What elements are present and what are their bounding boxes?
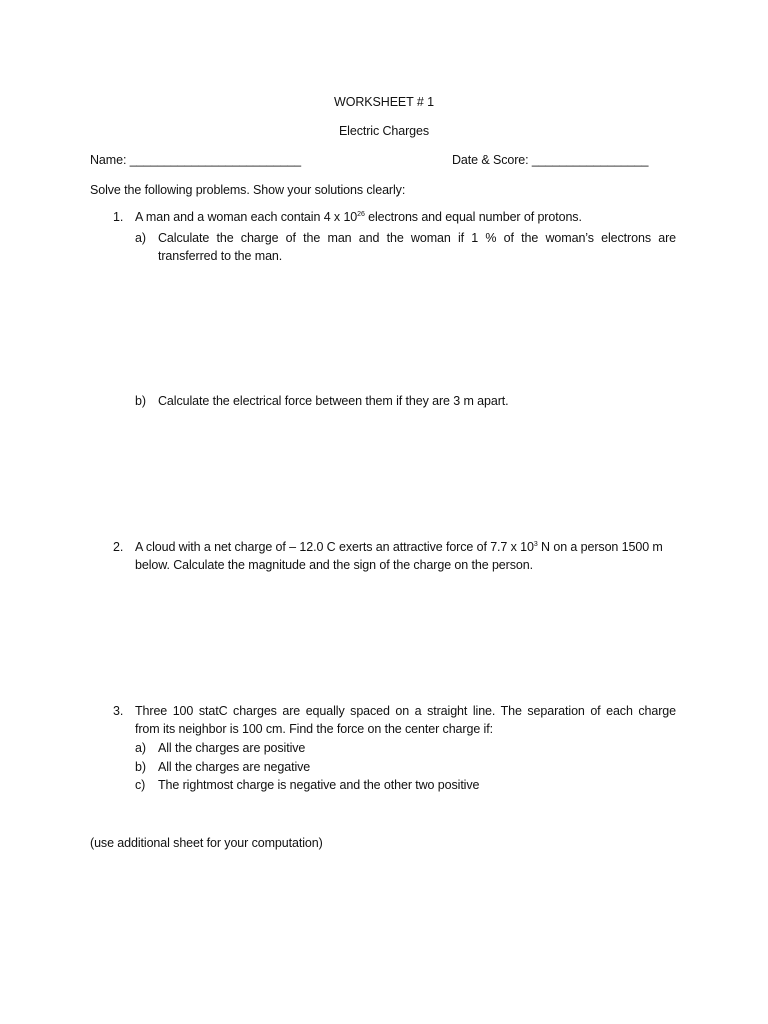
problem-2-line1-pre: A cloud with a net charge of – 12.0 C exerts an attractive force of 7.7 x 10 [135,540,534,554]
name-blank: _________________________ [129,153,302,167]
problem-3c-text: The rightmost charge is negative and the other two positive [158,778,480,792]
problem-1-exponent: 26 [357,210,365,218]
date-score-label: Date & Score: [452,153,529,167]
problem-1a-letter: a) [135,231,146,245]
problem-3-number: 3. [113,704,124,718]
problem-1-text [135,208,582,226]
problem-1b-text: Calculate the electrical force between them if they are 3 m apart. [158,394,509,408]
worksheet-title: WORKSHEET # 1 [334,95,434,109]
problem-1b-letter: b) [135,394,146,408]
footer-note: (use additional sheet for your computation) [90,836,323,850]
problem-3-line2: from its neighbor is 100 cm. Find the force on the center charge if: [135,722,493,736]
problem-3c-letter: c) [135,778,146,792]
problem-3a-letter: a) [135,741,146,755]
problem-2-exponent: 3 [533,540,538,548]
date-score-field [452,151,648,169]
problem-1-text-post: electrons and equal number of protons. [364,210,582,224]
problem-1-number: 1. [113,210,124,224]
problem-1a-line2: transferred to the man. [158,249,283,263]
problem-3-line1: Three 100 statC charges are equally spaced on a straight line. The separation of each charge [135,704,676,718]
instructions: Solve the following problems. Show your solutions clearly: [90,183,406,197]
problem-2-line1-post: N on a person 1500 m [537,540,663,554]
problem-2-line1 [135,538,663,556]
date-score-blank: _________________ [531,153,649,167]
name-field [90,151,301,169]
name-label: Name: [90,153,127,167]
problem-2-line2: below. Calculate the magnitude and the sign of the charge on the person. [135,558,533,572]
problem-2-number: 2. [113,540,124,554]
problem-3b-letter: b) [135,760,146,774]
problem-1-text-pre: A man and a woman each contain 4 x 10 [135,210,358,224]
problem-3a-text: All the charges are positive [158,741,306,755]
problem-1a-line1: Calculate the charge of the man and the woman if 1 % of the woman’s electrons are [158,231,676,245]
worksheet-subtitle: Electric Charges [338,124,430,138]
problem-3b-text: All the charges are negative [158,760,311,774]
